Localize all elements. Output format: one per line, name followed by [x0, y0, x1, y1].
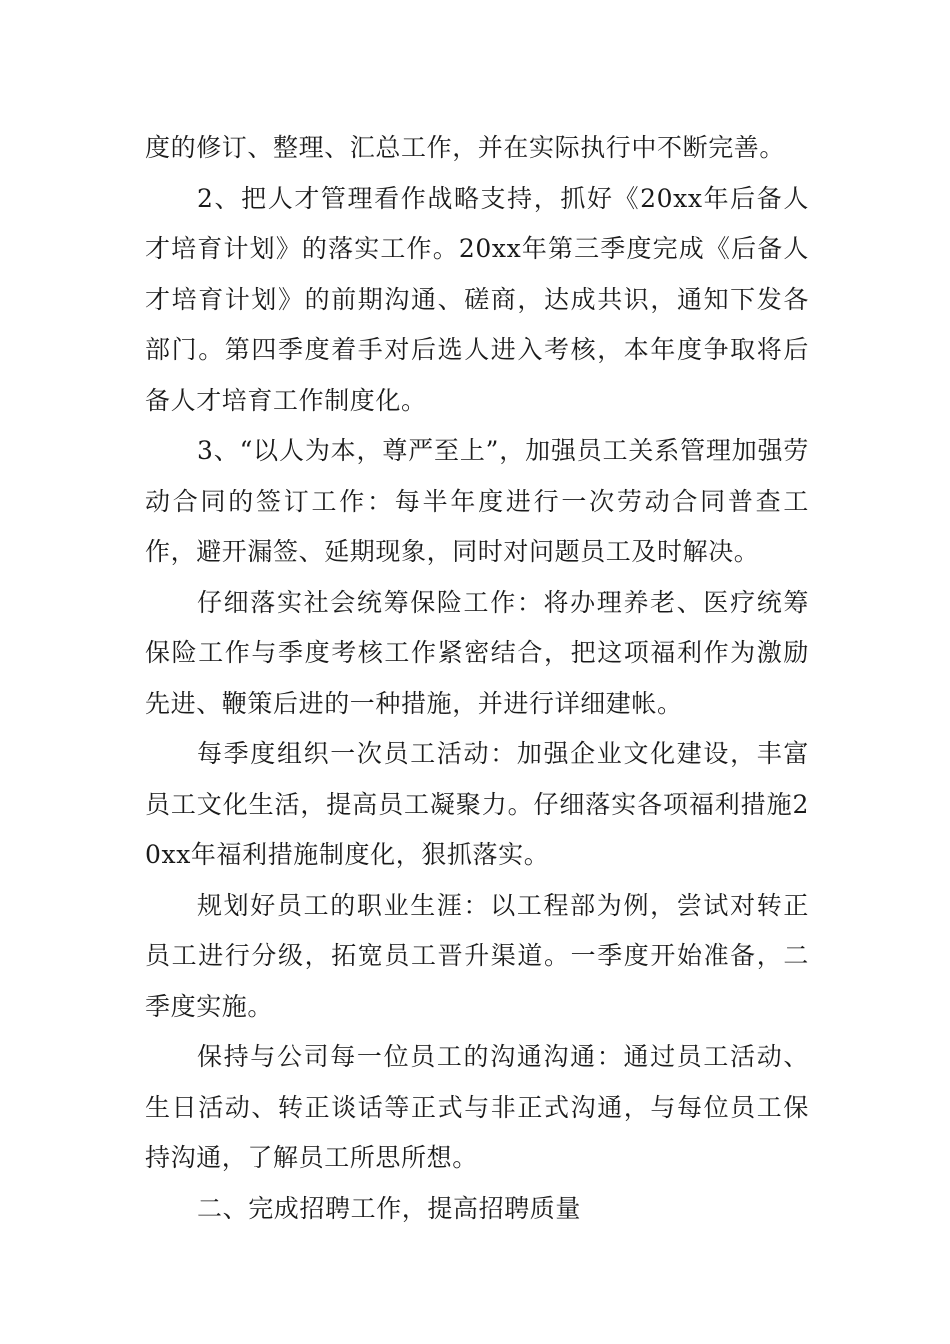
section-heading-recruitment: 二、完成招聘工作，提高招聘质量 [197, 1193, 582, 1223]
paragraph-continuation: 度的修订、整理、汇总工作，并在实际执行中不断完善。 [145, 133, 786, 162]
paragraph-talent-management: 2、把人才管理看作战略支持，抓好《20xx年后备人才培育计划》的落实工作。20xx年第三季度完成《后备人才培育计划》的前期沟通、磋商，达成共识，通知下发各部门。第四季度着手对后选人进入考核，本年度争取将后备人才培育工作制度化。 [145, 183, 809, 415]
paragraph-social-insurance: 仔细落实社会统筹保险工作：将办理养老、医疗统筹保险工作与季度考核工作紧密结合，把这项福利作为激励先进、鞭策后进的一种措施，并进行详细建帐。 [145, 587, 809, 718]
paragraph-career-planning: 规划好员工的职业生涯：以工程部为例，尝试对转正员工进行分级，拓宽员工晋升渠道。一季度开始准备，二季度实施。 [145, 890, 809, 1021]
document-body [145, 123, 809, 1234]
paragraph-employee-activities: 每季度组织一次员工活动：加强企业文化建设，丰富员工文化生活，提高员工凝聚力。仔细落实各项福利措施20xx年福利措施制度化，狠抓落实。 [145, 739, 809, 869]
paragraph-employee-relations: 3、“以人为本，尊严至上”，加强员工关系管理加强劳动合同的签订工作：每半年度进行一次劳动合同普查工作，避开漏签、延期现象，同时对问题员工及时解决。 [145, 436, 809, 566]
paragraph-communication: 保持与公司每一位员工的沟通沟通：通过员工活动、生日活动、转正谈话等正式与非正式沟通，与每位员工保持沟通，了解员工所思所想。 [145, 1042, 809, 1172]
